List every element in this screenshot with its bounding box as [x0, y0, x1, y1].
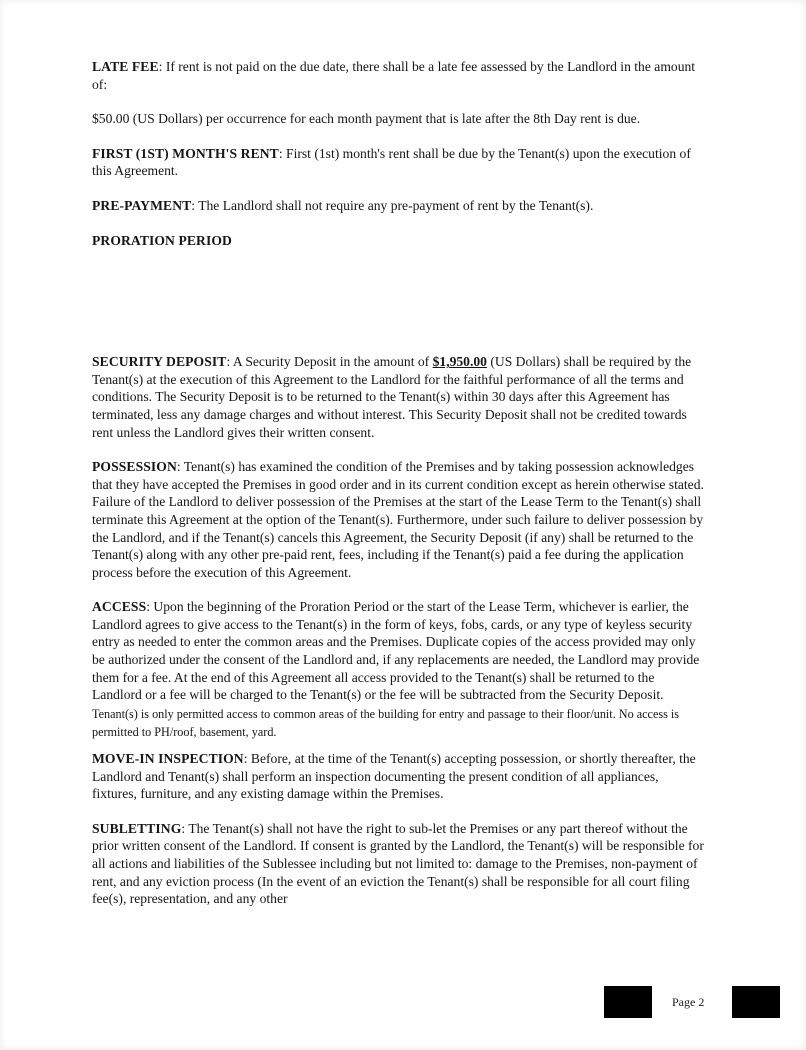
- page-number-label: Page 2: [672, 994, 705, 1009]
- document-body: [92, 58, 706, 925]
- heading-pre-payment: PRE-PAYMENT: [92, 197, 192, 213]
- redaction-box-right: [732, 986, 780, 1018]
- text-security-deposit-after: (US Dollars) shall be required by the Tenant(s) at the execution of this Agreement to the Landlord for the faithful performance of all the terms and conditions. The Security Deposit is to be returned to the Tenant(s) within 30 days after this Agreement has terminated, less any damage charges and without interest. This Security Deposit shall not be credited towards rent unless the Landlord gives their written consent.: [92, 354, 692, 440]
- para-possession: [92, 458, 706, 581]
- para-pre-payment: [92, 197, 706, 215]
- heading-security-deposit: SECURITY DEPOSIT: [92, 354, 227, 370]
- para-subletting: [92, 820, 706, 908]
- heading-late-fee: LATE FEE: [92, 59, 159, 74]
- page-footer: [604, 986, 780, 1018]
- para-access: [92, 598, 706, 742]
- heading-access: ACCESS: [92, 599, 147, 615]
- para-first-month-rent: [92, 145, 706, 180]
- text-first-month-rent: : First (1st) month's rent shall be due by the Tenant(s) upon the execution of this Agreement.: [92, 145, 691, 179]
- text-move-in-inspection: : Before, at the time of the Tenant(s) accepting possession, or shortly thereafter, the Landlord and Tenant(s) shall perform an inspection documenting the present condition of all appliances, fixtures, furniture, and any existing damage within the Premises.: [92, 751, 696, 802]
- text-possession: : Tenant(s) has examined the condition of the Premises and by taking possession acknowledges that they have accepted the Premises in good order and in its current condition except as herein otherwise stated. Failure of the Landlord to deliver possession of the Premises at the start of the Lease Term to the Tenant(s) shall terminate this Agreement at the option of the Tenant(s). Furthermore, under such failure to deliver possession by the Landlord, and if the Tenant(s) cancels this Agreement, the Security Deposit (if any) shall be returned to the Tenant(s) along with any other pre-paid rent, fees, including if the Tenant(s) paid a fee during the application process before the execution of this Agreement.: [92, 459, 704, 580]
- heading-proration-period: PRORATION PERIOD: [92, 232, 232, 248]
- text-access-addendum: Tenant(s) is only permitted access to common areas of the building for entry and passage to their floor/unit. No access is permitted to PH/roof, basement, yard.: [92, 706, 680, 740]
- para-late-fee-amount: [92, 110, 706, 128]
- text-subletting: : The Tenant(s) shall not have the right to sub-let the Premises or any part thereof without the prior written consent of the Landlord. If consent is granted by the Landlord, the Tenant(s) will be responsible for all actions and liabilities of the Sublessee including but not limited to: damage to the Premises, non-payment of rent, and any eviction process (In the event of an eviction the Tenant(s) shall be responsible for all court filing fee(s), representation, and any other: [92, 820, 704, 907]
- text-late-fee: : If rent is not paid on the due date, there shall be a late fee assessed by the Landlord in the amount of:: [92, 59, 696, 92]
- para-late-fee: [92, 58, 706, 93]
- text-late-fee-amount: $50.00 (US Dollars) per occurrence for each month payment that is late after the 8th Day rent is due.: [92, 111, 641, 127]
- security-deposit-amount: $1,950.00: [432, 354, 487, 370]
- para-security-deposit: [92, 353, 706, 441]
- heading-possession: POSSESSION: [92, 459, 177, 475]
- heading-move-in-inspection: MOVE-IN INSPECTION: [92, 751, 244, 767]
- redaction-box-left: [604, 986, 652, 1018]
- para-proration-period: [92, 232, 706, 250]
- text-security-deposit-before: : A Security Deposit in the amount of: [226, 354, 433, 370]
- para-move-in-inspection: [92, 750, 706, 803]
- heading-first-month-rent: FIRST (1ST) MONTH'S RENT: [92, 145, 279, 161]
- heading-subletting: SUBLETTING: [92, 820, 182, 836]
- text-pre-payment: : The Landlord shall not require any pre-payment of rent by the Tenant(s).: [191, 197, 594, 213]
- text-access: : Upon the beginning of the Proration Period or the start of the Lease Term, whichever is earlier, the Landlord agrees to give access to the Tenant(s) in the form of keys, fobs, cards, or any type of keyless security entry as needed to enter the common areas and the Premises. Duplicate copies of the access provided may only be authorized under the consent of the Landlord and, if any replacements are needed, the Landlord may provide them for a fee. At the end of this Agreement all access provided to the Tenant(s) shall be returned to the Landlord or a fee will be charged to the Tenant(s) or the fee will be subtracted from the Security Deposit.: [92, 599, 700, 703]
